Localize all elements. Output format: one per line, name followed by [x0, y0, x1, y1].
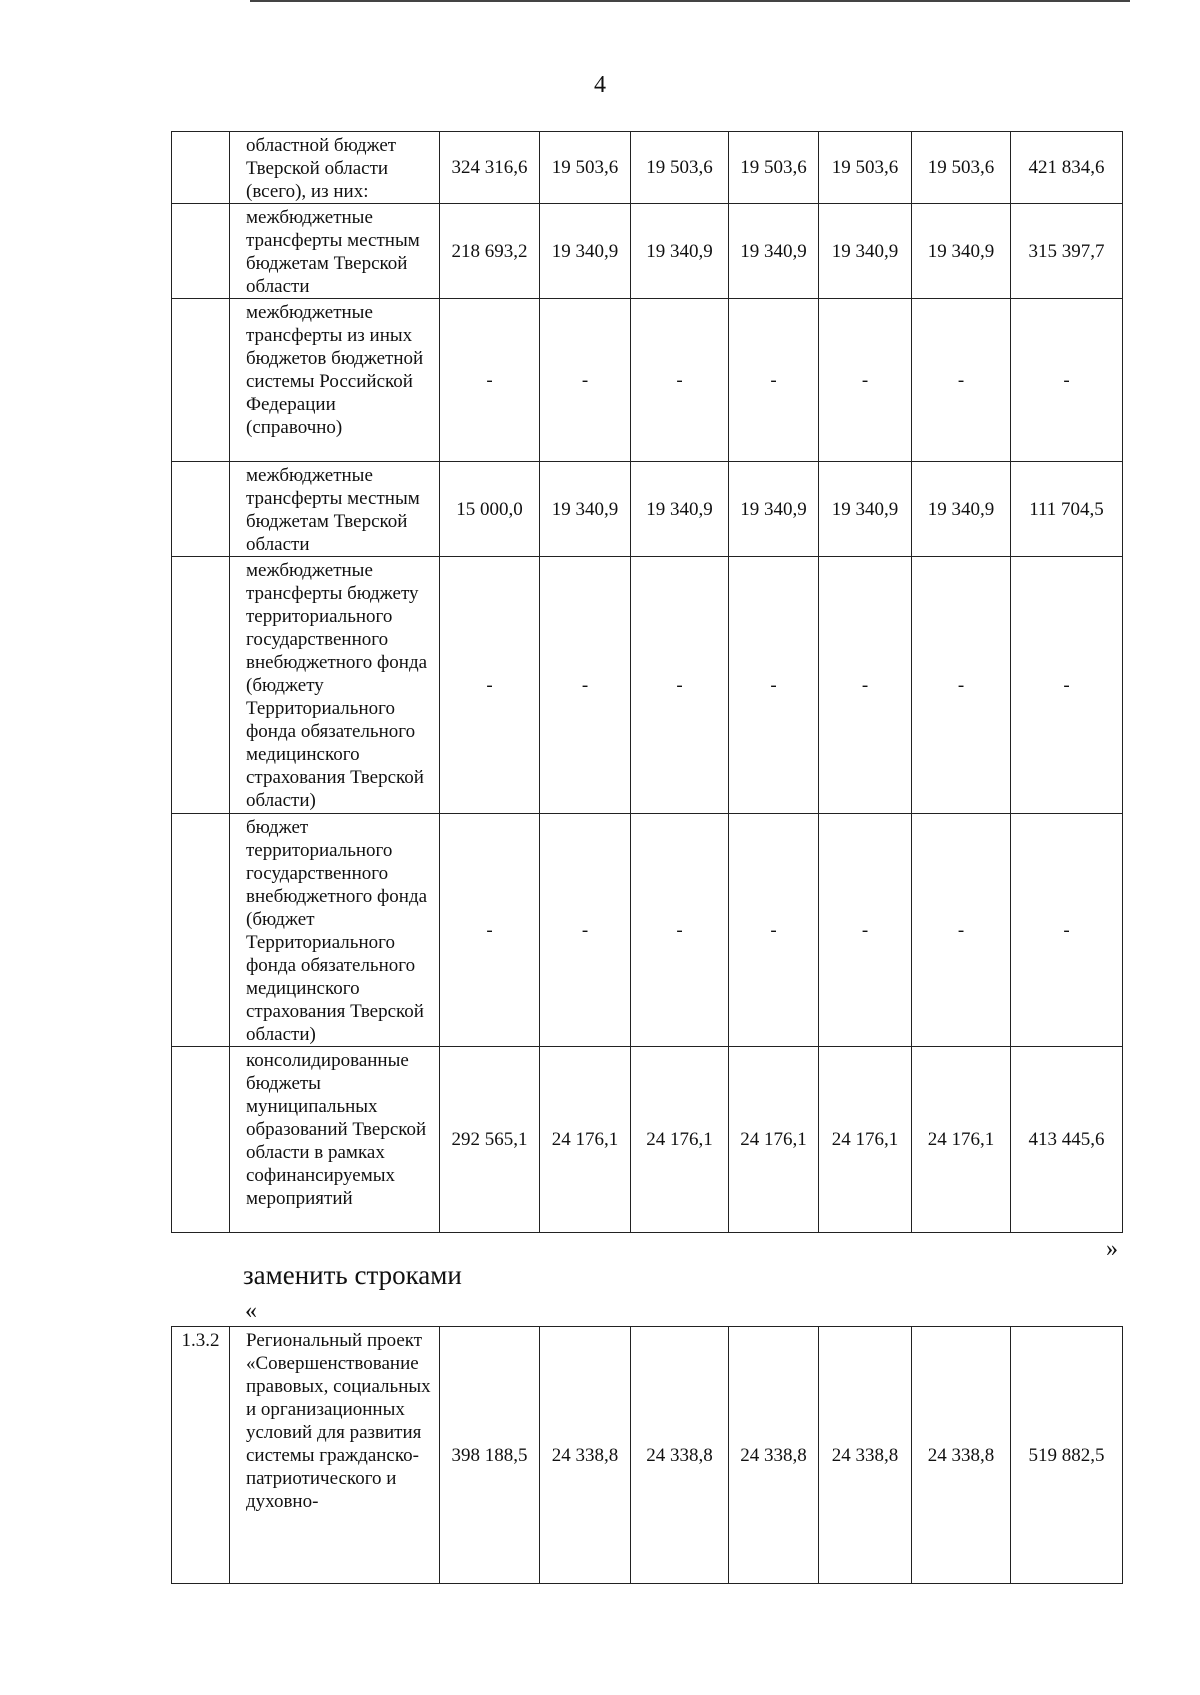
- value-cell: 111 704,5: [1011, 462, 1123, 557]
- value-cell: 421 834,6: [1011, 132, 1123, 204]
- value-cell: -: [729, 299, 819, 462]
- table-row: [172, 204, 1123, 299]
- value-cell: 15 000,0: [440, 462, 540, 557]
- row-label: межбюджетные трансферты местным бюджетам Тверской области: [230, 204, 440, 299]
- value-cell: 19 340,9: [912, 462, 1011, 557]
- value-cell: -: [631, 557, 729, 814]
- row-number: [172, 299, 230, 462]
- value-cell: -: [440, 557, 540, 814]
- value-cell: 19 503,6: [631, 132, 729, 204]
- value-cell: 24 338,8: [540, 1327, 631, 1584]
- value-cell: 292 565,1: [440, 1047, 540, 1233]
- value-cell: 24 176,1: [912, 1047, 1011, 1233]
- value-cell: 19 503,6: [729, 132, 819, 204]
- value-cell: 413 445,6: [1011, 1047, 1123, 1233]
- value-cell: 19 340,9: [729, 204, 819, 299]
- value-cell: -: [631, 299, 729, 462]
- value-cell: 24 338,8: [819, 1327, 912, 1584]
- row-label: Региональный проект «Совершенствование правовых, социальных и организационных условий для развития системы гражданско-патриотического и духовно-: [230, 1327, 440, 1584]
- table-row: [172, 814, 1123, 1047]
- row-label: межбюджетные трансферты из иных бюджетов бюджетной системы Российской Федерации (справочно): [230, 299, 440, 462]
- value-cell: -: [819, 557, 912, 814]
- row-number: [172, 462, 230, 557]
- value-cell: -: [1011, 299, 1123, 462]
- value-cell: 19 340,9: [819, 204, 912, 299]
- value-cell: -: [729, 557, 819, 814]
- value-cell: 19 503,6: [819, 132, 912, 204]
- value-cell: 19 340,9: [912, 204, 1011, 299]
- table-row: [172, 299, 1123, 462]
- budget-table-replacement: [171, 1326, 1123, 1584]
- value-cell: 24 176,1: [819, 1047, 912, 1233]
- budget-table-original: [171, 131, 1123, 1233]
- value-cell: -: [540, 814, 631, 1047]
- value-cell: -: [912, 814, 1011, 1047]
- row-label: областной бюджет Тверской области (всего), из них:: [230, 132, 440, 204]
- value-cell: 24 176,1: [540, 1047, 631, 1233]
- table-row: [172, 1047, 1123, 1233]
- value-cell: 315 397,7: [1011, 204, 1123, 299]
- row-number: [172, 814, 230, 1047]
- value-cell: -: [440, 814, 540, 1047]
- row-label: межбюджетные трансферты местным бюджетам Тверской области: [230, 462, 440, 557]
- value-cell: -: [631, 814, 729, 1047]
- value-cell: -: [819, 299, 912, 462]
- value-cell: 24 176,1: [631, 1047, 729, 1233]
- page-number: 4: [594, 72, 606, 98]
- table-row: [172, 557, 1123, 814]
- value-cell: 19 340,9: [631, 204, 729, 299]
- row-number: [172, 132, 230, 204]
- table-row: [172, 1327, 1123, 1584]
- value-cell: 19 503,6: [912, 132, 1011, 204]
- value-cell: -: [440, 299, 540, 462]
- scan-top-edge: [250, 0, 1130, 2]
- value-cell: -: [912, 557, 1011, 814]
- value-cell: 19 340,9: [540, 462, 631, 557]
- row-number: [172, 1047, 230, 1233]
- value-cell: -: [540, 557, 631, 814]
- closing-quote-mark: »: [1106, 1236, 1118, 1262]
- value-cell: 19 340,9: [631, 462, 729, 557]
- value-cell: 24 176,1: [729, 1047, 819, 1233]
- value-cell: 218 693,2: [440, 204, 540, 299]
- row-label: консолидированные бюджеты муниципальных образований Тверской области в рамках софинансируемых мероприятий: [230, 1047, 440, 1233]
- row-label: межбюджетные трансферты бюджету территориального государственного внебюджетного фонда (бюджету Территориального фонда обязательного медицинского страхования Тверской области): [230, 557, 440, 814]
- table-row: [172, 462, 1123, 557]
- value-cell: 519 882,5: [1011, 1327, 1123, 1584]
- value-cell: -: [1011, 557, 1123, 814]
- table-row: [172, 132, 1123, 204]
- value-cell: -: [912, 299, 1011, 462]
- value-cell: 19 340,9: [540, 204, 631, 299]
- replace-instruction: заменить строками: [243, 1260, 462, 1290]
- row-number: [172, 557, 230, 814]
- value-cell: -: [1011, 814, 1123, 1047]
- opening-quote-mark: «: [245, 1298, 257, 1324]
- value-cell: -: [729, 814, 819, 1047]
- value-cell: 324 316,6: [440, 132, 540, 204]
- value-cell: -: [540, 299, 631, 462]
- row-label: бюджет территориального государственного внебюджетного фонда (бюджет Территориального фонда обязательного медицинского страхования Тверской области): [230, 814, 440, 1047]
- value-cell: 398 188,5: [440, 1327, 540, 1584]
- value-cell: 19 340,9: [729, 462, 819, 557]
- value-cell: 19 503,6: [540, 132, 631, 204]
- row-number: [172, 204, 230, 299]
- value-cell: 19 340,9: [819, 462, 912, 557]
- row-number: 1.3.2: [172, 1327, 230, 1584]
- value-cell: 24 338,8: [729, 1327, 819, 1584]
- value-cell: -: [819, 814, 912, 1047]
- value-cell: 24 338,8: [912, 1327, 1011, 1584]
- value-cell: 24 338,8: [631, 1327, 729, 1584]
